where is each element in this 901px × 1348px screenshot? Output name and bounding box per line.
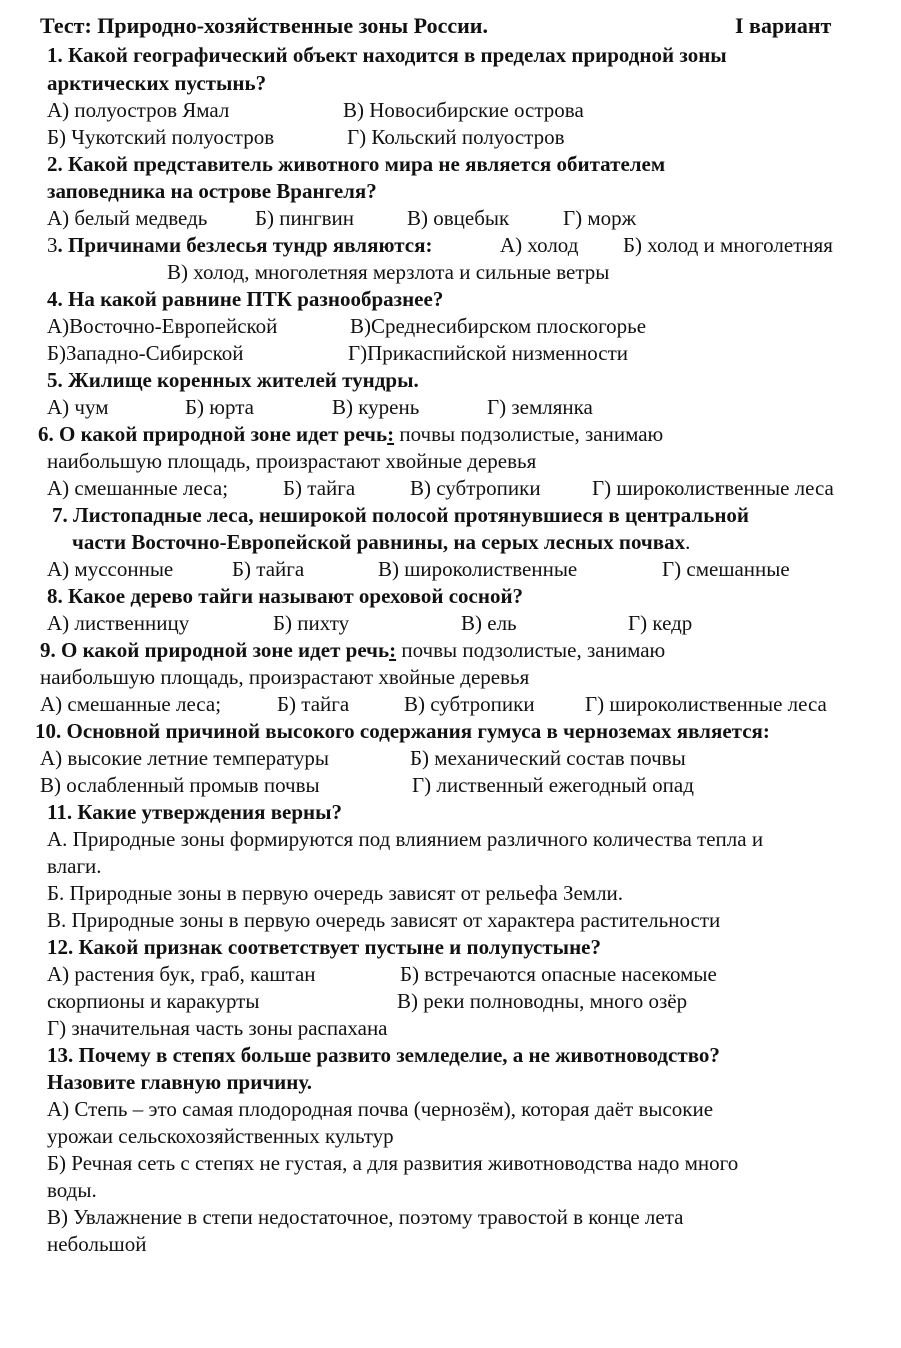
q7-option-g: Г) смешанные — [662, 557, 790, 581]
q6-colon: : — [387, 422, 395, 446]
q3-option-b: Б) холод и многолетняя — [623, 233, 833, 257]
q11-question: 11. Какие утверждения верны? — [47, 800, 343, 824]
q6-option-g: Г) широколиственные леса — [592, 476, 834, 500]
q11-option-v: В. Природные зоны в первую очередь зависят от характера растительности — [47, 908, 721, 932]
q7-option-a: А) муссонные — [47, 557, 174, 581]
q12-option-b-line2: скорпионы и каракурты — [47, 989, 260, 1013]
q1-option-v: В) Новосибирские острова — [343, 98, 584, 122]
q9-colon: : — [389, 638, 397, 662]
q12-option-v: В) реки полноводны, много озёр — [397, 989, 688, 1013]
q4-option-g: Г)Прикаспийской низменности — [348, 341, 629, 365]
test-variant: I вариант — [735, 13, 832, 38]
q9-question-text: 9. О какой природной зоне идет речь — [40, 638, 390, 662]
q11-option-a-line1: А. Природные зоны формируются под влиянием различного количества тепла и — [47, 827, 764, 851]
q6-question-text: 6. О какой природной зоне идет речь — [38, 422, 388, 446]
q5-option-a: А) чум — [47, 395, 109, 419]
q4-option-v: В)Среднесибирском плоскогорье — [350, 314, 647, 338]
q8-option-b: Б) пихту — [273, 611, 350, 635]
q13-question-line2: Назовите главную причину. — [47, 1070, 313, 1094]
q5-option-g: Г) землянка — [487, 395, 593, 419]
q12-option-a: А) растения бук, граб, каштан — [47, 962, 316, 986]
q1-option-b: Б) Чукотский полуостров — [47, 125, 275, 149]
q7-period: . — [685, 530, 691, 554]
q10-question: 10. Основной причиной высокого содержания гумуса в черноземах является: — [35, 719, 770, 743]
test-title: Тест: Природно-хозяйственные зоны России. — [40, 13, 488, 38]
q7-option-v: В) широколиственные — [378, 557, 578, 581]
q10-option-b: Б) механический состав почвы — [410, 746, 686, 770]
q2-option-g: Г) морж — [563, 206, 637, 230]
q4-option-b: Б)Западно-Сибирской — [47, 341, 244, 365]
q7-option-b: Б) тайга — [232, 557, 305, 581]
q10-option-v: В) ослабленный промыв почвы — [40, 773, 320, 797]
q9-option-b: Б) тайга — [277, 692, 350, 716]
q11-option-a-line2: влаги. — [47, 854, 102, 878]
q6-question — [38, 421, 663, 447]
q1-question-line2: арктических пустынь? — [47, 71, 267, 95]
q8-option-v: В) ель — [461, 611, 517, 635]
q9-option-v: В) субтропики — [404, 692, 535, 716]
q6-text-line1: почвы подзолистые, занимаю — [394, 422, 664, 446]
q13-option-a-line1: А) Степь – это самая плодородная почва (чернозём), которая даёт высокие — [47, 1097, 714, 1121]
q13-option-a-line2: урожаи сельскохозяйственных культур — [47, 1124, 394, 1148]
q7-question-line1: 7. Листопадные леса, неширокой полосой протянувшиеся в центральной — [52, 503, 750, 527]
q6-text-line2: наибольшую площадь, произрастают хвойные деревья — [47, 449, 537, 473]
q11-option-b: Б. Природные зоны в первую очередь зависят от рельефа Земли. — [47, 881, 624, 905]
q9-text-line2: наибольшую площадь, произрастают хвойные деревья — [40, 665, 530, 689]
q13-option-v-line2: небольшой — [47, 1232, 147, 1256]
q3-number: 3 — [47, 233, 58, 257]
q13-question-line1: 13. Почему в степях больше развито земледелие, а не животноводство? — [47, 1043, 720, 1067]
q12-option-b-line1: Б) встречаются опасные насекомые — [400, 962, 717, 986]
q13-option-v-line1: В) Увлажнение в степи недостаточное, поэтому травостой в конце лета — [47, 1205, 684, 1229]
q3-question — [47, 232, 432, 258]
q8-option-a: А) лиственницу — [47, 611, 190, 635]
q2-question-line1: 2. Какой представитель животного мира не является обитателем — [47, 152, 666, 176]
q10-option-g: Г) лиственный ежегодный опад — [412, 773, 694, 797]
q12-option-g: Г) значительная часть зоны распахана — [47, 1016, 388, 1040]
q8-option-g: Г) кедр — [628, 611, 693, 635]
q7-question-line2-text: части Восточно-Европейской равнины, на серых лесных почвах — [72, 530, 686, 554]
q9-option-a: А) смешанные леса; — [40, 692, 222, 716]
q6-option-v: В) субтропики — [410, 476, 541, 500]
q2-question-line2: заповедника на острове Врангеля? — [47, 179, 377, 203]
q12-question: 12. Какой признак соответствует пустыне и полупустыне? — [47, 935, 601, 959]
q3-question-text: . Причинами безлесья тундр являются: — [57, 233, 433, 257]
q8-question: 8. Какое дерево тайги называют ореховой сосной? — [47, 584, 524, 608]
q9-option-g: Г) широколиственные леса — [585, 692, 827, 716]
q13-option-b-line2: воды. — [47, 1178, 97, 1202]
q1-option-g: Г) Кольский полуостров — [347, 125, 565, 149]
q5-option-b: Б) юрта — [185, 395, 254, 419]
q7-question-line2 — [72, 529, 690, 555]
q4-question: 4. На какой равнине ПТК разнообразнее? — [47, 287, 444, 311]
q2-option-a: А) белый медведь — [47, 206, 208, 230]
q9-question — [40, 637, 665, 663]
q4-option-a: А)Восточно-Европейской — [47, 314, 278, 338]
q13-option-b-line1: Б) Речная сеть с степях не густая, а для развития животноводства надо много — [47, 1151, 739, 1175]
q2-option-b: Б) пингвин — [255, 206, 355, 230]
q6-option-a: А) смешанные леса; — [47, 476, 229, 500]
q10-option-a: А) высокие летние температуры — [40, 746, 329, 770]
q5-option-v: В) курень — [332, 395, 420, 419]
q6-option-b: Б) тайга — [283, 476, 356, 500]
q3-option-v: В) холод, многолетняя мерзлота и сильные ветры — [167, 260, 610, 284]
q1-option-a: А) полуостров Ямал — [47, 98, 230, 122]
q2-option-v: В) овцебык — [407, 206, 510, 230]
q3-option-a: А) холод — [500, 233, 579, 257]
q5-question: 5. Жилище коренных жителей тундры. — [47, 368, 419, 392]
q9-text-line1: почвы подзолистые, занимаю — [396, 638, 666, 662]
q1-question-line1: 1. Какой географический объект находится в пределах природной зоны — [47, 43, 727, 67]
